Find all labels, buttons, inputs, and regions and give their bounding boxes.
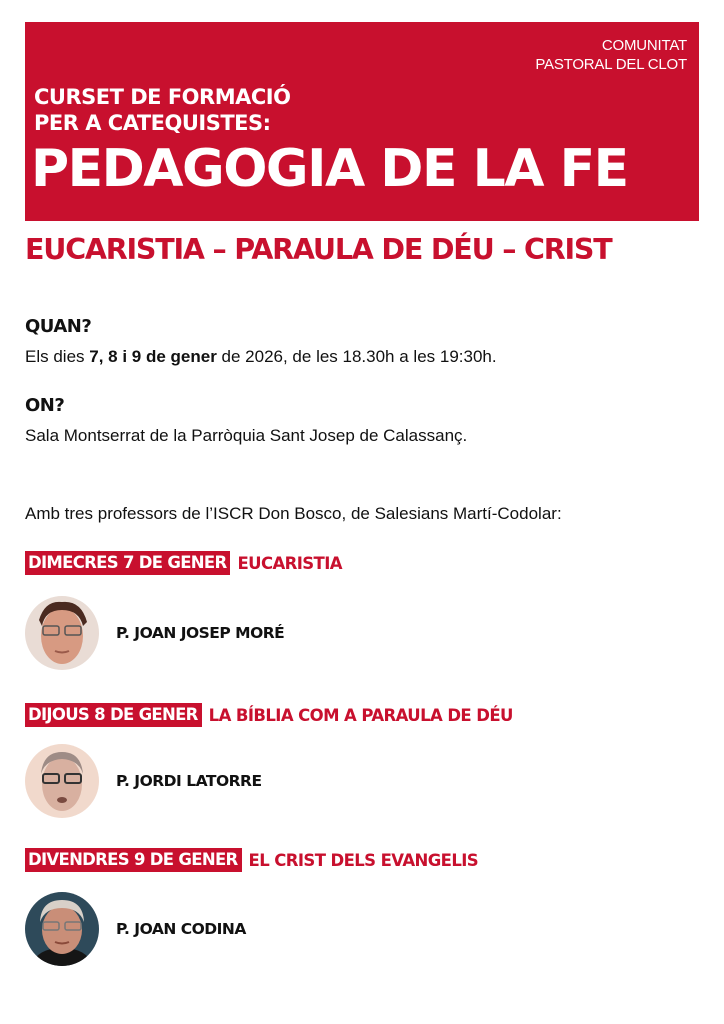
session-2-header	[25, 703, 513, 727]
session-day-badge: DIVENDRES 9 DE GENER	[25, 848, 242, 872]
organization-line-2: PASTORAL DEL CLOT	[535, 56, 687, 73]
professor-2	[25, 744, 262, 818]
when-text-before: Els dies	[25, 347, 90, 366]
session-1-header	[25, 551, 342, 575]
when-text-after: de 2026, de les 18.30h a les 19:30h.	[216, 347, 497, 366]
professor-name: P. JOAN JOSEP MORÉ	[116, 624, 285, 642]
professor-3	[25, 892, 246, 966]
session-topic: EL CRIST DELS EVANGELIS	[248, 850, 479, 870]
when-dates: 7, 8 i 9 de gener	[89, 347, 217, 366]
avatar	[25, 892, 99, 966]
session-topic: EUCARISTIA	[237, 553, 342, 573]
professor-name: P. JORDI LATORRE	[116, 772, 262, 790]
page-title: PEDAGOGIA DE LA FE	[31, 139, 628, 199]
portrait-icon	[25, 744, 99, 818]
session-day-badge: DIMECRES 7 DE GENER	[25, 551, 230, 575]
themes-line: EUCARISTIA – PARAULA DE DÉU – CRIST	[25, 233, 612, 266]
when-text	[25, 347, 497, 367]
where-text: Sala Montserrat de la Parròquia Sant Josep de Calassanç.	[25, 426, 468, 445]
portrait-icon	[25, 892, 99, 966]
professor-1	[25, 596, 284, 670]
organization-line-1: COMUNITAT	[601, 37, 687, 54]
header-banner	[25, 22, 699, 221]
avatar	[25, 596, 99, 670]
professor-name: P. JOAN CODINA	[116, 920, 246, 938]
organization-name	[535, 36, 687, 74]
course-subtitle	[34, 84, 290, 136]
intro-text: Amb tres professors de l’ISCR Don Bosco, de Salesians Martí-Codolar:	[25, 504, 562, 523]
avatar	[25, 744, 99, 818]
when-heading: QUAN?	[25, 316, 92, 337]
portrait-icon	[25, 596, 99, 670]
where-heading: ON?	[25, 395, 65, 416]
session-3-header	[25, 848, 478, 872]
session-day-badge: DIJOUS 8 DE GENER	[25, 703, 202, 727]
subtitle-line-2: PER A CATEQUISTES:	[34, 111, 271, 135]
session-topic: LA BÍBLIA COM A PARAULA DE DÉU	[208, 705, 513, 725]
subtitle-line-1: CURSET DE FORMACIÓ	[34, 85, 291, 109]
